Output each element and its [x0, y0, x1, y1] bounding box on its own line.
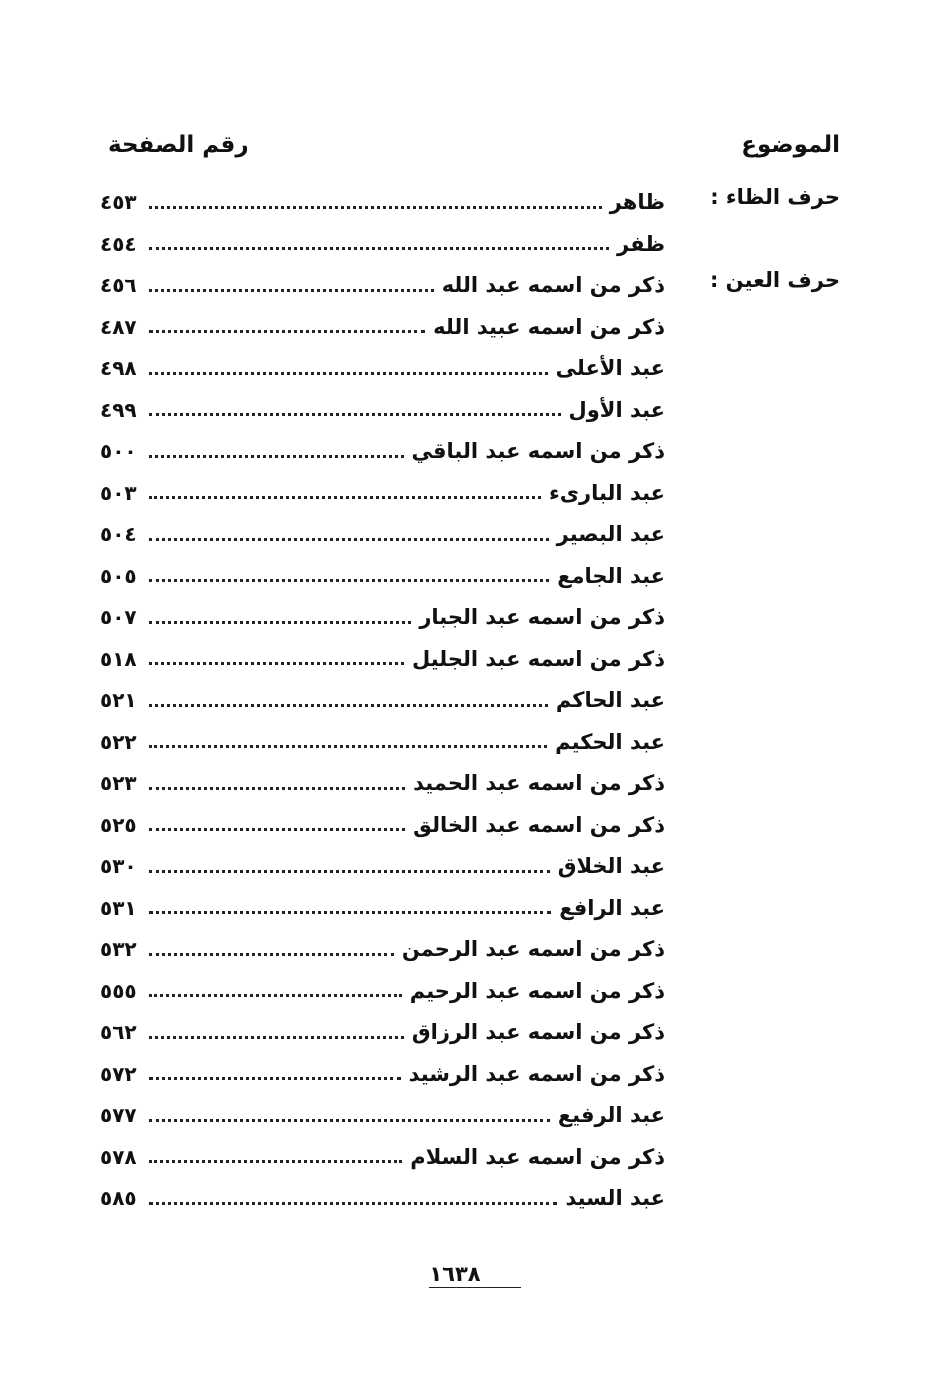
- dot-leader: [149, 1036, 404, 1039]
- entry-page-number: ٥٣١: [100, 895, 137, 920]
- entry-page-number: ٥٣٠: [100, 854, 137, 878]
- entry-page-number: ٥١٨: [100, 646, 137, 671]
- entry-title: ذكر من اسمه عبد الرحمن: [401, 937, 665, 961]
- entry-title: ذكر من اسمه عبد السلام: [410, 1144, 665, 1169]
- dot-leader: [149, 621, 412, 624]
- section-letter-label: حرف العين :: [709, 268, 840, 292]
- dot-leader: [149, 704, 548, 707]
- index-row: [100, 349, 840, 391]
- index-row: [100, 391, 840, 433]
- index-row: [100, 889, 840, 931]
- entry-title: ذكر من اسمه عبيد الله: [433, 314, 665, 339]
- index-entry: [100, 225, 665, 263]
- dot-leader: [149, 1119, 550, 1122]
- index-entry: [100, 930, 665, 968]
- index-entry: [100, 1138, 665, 1176]
- index-entry: [100, 1013, 665, 1051]
- entry-page-number: ٥٢٣: [100, 771, 137, 795]
- index-row: [100, 1096, 840, 1138]
- entry-title: عبد الرفيع: [557, 1103, 665, 1127]
- index-row: [100, 432, 840, 474]
- entry-title: ذكر من اسمه عبد الرزاق: [411, 1020, 665, 1044]
- entry-page-number: ٤٥٤: [100, 231, 137, 256]
- index-row: [100, 225, 840, 267]
- index-entry: [100, 640, 665, 678]
- index-entry: [100, 557, 665, 595]
- entry-title: عبد الخلاق: [557, 854, 665, 878]
- entry-page-number: ٥٥٥: [100, 978, 137, 1003]
- entry-title: ظفر: [617, 231, 665, 256]
- entry-title: ذكر من اسمه عبد الجبار: [419, 605, 665, 629]
- index-entry: [100, 972, 665, 1010]
- index-entry: [100, 723, 665, 761]
- index-entry: [100, 847, 665, 885]
- entry-title: عبد البصير: [556, 522, 665, 546]
- index-row: [100, 1013, 840, 1055]
- entry-title: ذكر من اسمه عبد الرشيد: [408, 1061, 665, 1086]
- dot-leader: [149, 455, 404, 458]
- index-row: [100, 1179, 840, 1221]
- dot-leader: [149, 413, 561, 416]
- index-entry: [100, 474, 665, 512]
- index-entry: [100, 391, 665, 429]
- entry-page-number: ٥٦٢: [100, 1020, 137, 1044]
- index-entry: [100, 308, 665, 346]
- entry-page-number: ٥٧٧: [100, 1103, 137, 1127]
- index-entry: [100, 432, 665, 470]
- index-entry: [100, 598, 665, 636]
- entry-title: ذكر من اسمه عبد الحميد: [413, 771, 665, 795]
- entry-page-number: ٥٢١: [100, 688, 137, 712]
- index-row: [100, 764, 840, 806]
- entry-title: ذكر من اسمه عبد الباقي: [411, 439, 665, 463]
- index-entries: [100, 183, 840, 1221]
- entry-title: عبد الرافع: [559, 895, 665, 920]
- index-entry: [100, 349, 665, 387]
- index-entry: [100, 1055, 665, 1093]
- index-entry: [100, 889, 665, 927]
- entry-page-number: ٥٠٥: [100, 563, 137, 588]
- index-row: [100, 598, 840, 640]
- index-row: [100, 930, 840, 972]
- page-number: ١٦٣٨: [429, 1262, 520, 1288]
- entry-page-number: ٤٩٩: [100, 397, 137, 422]
- index-row: [100, 972, 840, 1014]
- dot-leader: [149, 538, 549, 541]
- index-row: [100, 266, 840, 308]
- entry-page-number: ٥٣٢: [100, 937, 137, 961]
- index-row: [100, 640, 840, 682]
- entry-title: ذكر من اسمه عبد الرحيم: [409, 978, 665, 1003]
- dot-leader: [149, 662, 404, 665]
- entry-title: عبد الحكيم: [555, 729, 665, 754]
- dot-leader: [149, 953, 394, 956]
- entry-title: عبد الحاكم: [555, 688, 665, 712]
- entry-title: عبد الجامع: [557, 563, 665, 588]
- entry-title: ذكر من اسمه عبد الجليل: [411, 646, 665, 671]
- entry-page-number: ٥٧٢: [100, 1061, 137, 1086]
- dot-leader: [149, 994, 402, 997]
- entry-title: عبد السيد: [565, 1186, 665, 1210]
- index-entry: [100, 266, 665, 304]
- entry-title: عبد الأعلى: [555, 356, 665, 380]
- dot-leader: [149, 870, 550, 873]
- entry-page-number: ٥٢٢: [100, 729, 137, 754]
- dot-leader: [149, 330, 426, 333]
- entry-title: ذكر من اسمه عبد الخالق: [413, 812, 665, 837]
- entry-title: عبد الأول: [568, 397, 665, 422]
- dot-leader: [149, 579, 550, 582]
- page-footer: [0, 1262, 950, 1286]
- index-entry: [100, 1179, 665, 1217]
- dot-leader: [149, 1160, 403, 1163]
- topic-column-heading: الموضوع: [741, 132, 840, 158]
- index-row: [100, 308, 840, 350]
- index-row: [100, 1138, 840, 1180]
- dot-leader: [149, 496, 541, 499]
- dot-leader: [149, 911, 552, 914]
- index-row: [100, 723, 840, 765]
- dot-leader: [149, 1202, 558, 1205]
- index-row: [100, 515, 840, 557]
- entry-page-number: ٥٠٣: [100, 480, 137, 505]
- entry-page-number: ٥٢٥: [100, 812, 137, 837]
- dot-leader: [149, 787, 405, 790]
- entry-page-number: ٤٩٨: [100, 356, 137, 380]
- index-entry: [100, 806, 665, 844]
- index-row: [100, 474, 840, 516]
- index-row: [100, 557, 840, 599]
- dot-leader: [149, 372, 548, 375]
- entry-page-number: ٥٧٨: [100, 1144, 137, 1169]
- entry-title: ذكر من اسمه عبد الله: [441, 273, 665, 297]
- dot-leader: [149, 1077, 401, 1080]
- entry-page-number: ٥٠٧: [100, 605, 137, 629]
- entry-page-number: ٥٠٤: [100, 522, 137, 546]
- dot-leader: [149, 828, 406, 831]
- entry-page-number: ٤٥٣: [100, 190, 137, 214]
- index-entry: [100, 1096, 665, 1134]
- index-row: [100, 1055, 840, 1097]
- index-row: [100, 183, 840, 225]
- index-entry: [100, 515, 665, 553]
- index-header: [100, 132, 840, 168]
- entry-page-number: ٥٠٠: [100, 439, 137, 463]
- entry-page-number: ٥٨٥: [100, 1186, 137, 1210]
- dot-leader: [149, 206, 602, 209]
- index-entry: [100, 764, 665, 802]
- entry-page-number: ٤٨٧: [100, 314, 137, 339]
- section-letter-label: حرف الظاء :: [710, 185, 840, 209]
- index-entry: [100, 681, 665, 719]
- dot-leader: [149, 247, 609, 250]
- entry-page-number: ٤٥٦: [100, 273, 137, 297]
- index-row: [100, 681, 840, 723]
- entry-title: عبد البارىء: [549, 480, 665, 505]
- dot-leader: [149, 289, 434, 292]
- dot-leader: [149, 745, 548, 748]
- index-entry: [100, 183, 665, 221]
- page-number-column-heading: رقم الصفحة: [108, 132, 249, 158]
- entry-title: ظاهر: [609, 190, 665, 214]
- index-row: [100, 806, 840, 848]
- index-row: [100, 847, 840, 889]
